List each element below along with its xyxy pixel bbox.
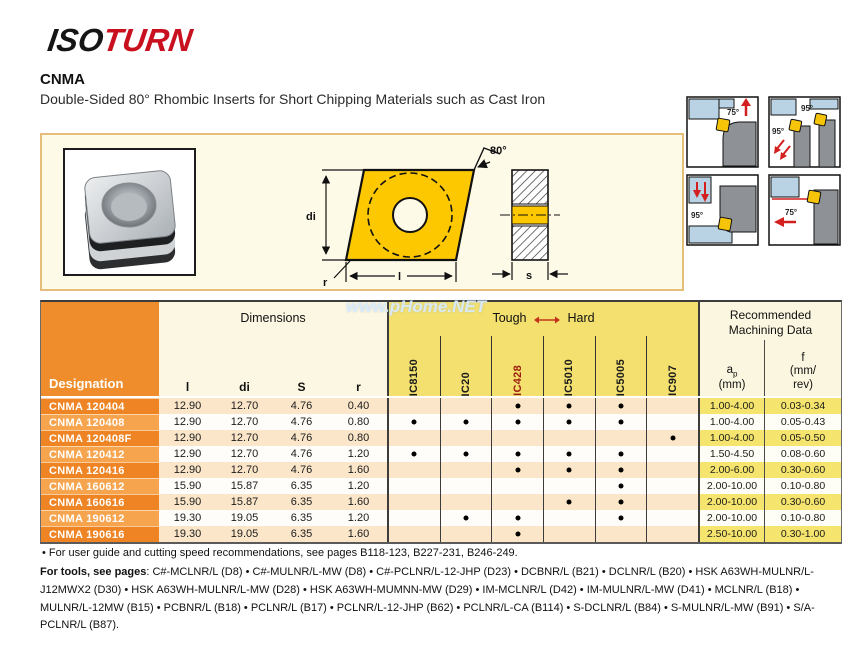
grade-cell xyxy=(646,494,698,510)
table-row xyxy=(41,478,841,494)
svg-text:95°: 95° xyxy=(691,211,704,220)
dimension-value: 15.90 xyxy=(159,494,216,510)
machining-header: Recommended Machining Data xyxy=(728,308,813,337)
table-row xyxy=(41,526,841,542)
grade-cell xyxy=(543,430,595,446)
row-designation: CNMA 190612 xyxy=(41,510,159,526)
availability-dot-icon xyxy=(515,468,520,473)
grade-cell xyxy=(595,478,647,494)
isoturn-logo xyxy=(46,24,194,56)
dimension-value: 12.90 xyxy=(159,414,216,430)
row-designation: CNMA 120408 xyxy=(41,414,159,430)
dimension-value: 4.76 xyxy=(273,446,330,462)
turning-application-95-down-icon xyxy=(686,174,759,246)
svg-text:80°: 80° xyxy=(490,145,507,157)
dim-col-l: l xyxy=(185,380,190,394)
grade-cell xyxy=(389,398,440,414)
ap-value: 1.00-4.00 xyxy=(700,398,764,414)
grade-cell xyxy=(491,398,543,414)
grade-cell xyxy=(389,462,440,478)
ap-column-header: $a_p$ (mm) xyxy=(718,364,746,392)
availability-dot-icon xyxy=(567,420,572,425)
availability-dot-icon xyxy=(670,436,675,441)
designation-header: Designation xyxy=(41,302,159,396)
turning-application-75-up-icon xyxy=(686,96,759,168)
grade-availability-cells xyxy=(387,478,698,494)
grade-cell xyxy=(543,446,595,462)
user-guide-footnote: • For user guide and cutting speed recommendations, see pages B118-123, B227-231, B246-249. xyxy=(42,547,518,559)
availability-dot-icon xyxy=(412,452,417,457)
grade-availability-cells xyxy=(387,494,698,510)
insert-spec-table xyxy=(40,300,842,544)
grade-availability-cells xyxy=(387,462,698,478)
grade-cell xyxy=(595,414,647,430)
grade-cell xyxy=(389,430,440,446)
grade-cell xyxy=(389,414,440,430)
grade-availability-cells xyxy=(387,398,698,414)
dimensions-header: Dimensions xyxy=(240,311,306,325)
grade-cell xyxy=(543,398,595,414)
ap-value: 1.00-4.00 xyxy=(700,430,764,446)
dimension-value: 12.70 xyxy=(216,398,273,414)
machining-data-cells xyxy=(698,430,841,446)
availability-dot-icon xyxy=(567,404,572,409)
dim-col-s: S xyxy=(297,380,306,394)
table-row xyxy=(41,462,841,478)
row-designation: CNMA 190616 xyxy=(41,526,159,542)
machining-data-cells xyxy=(698,414,841,430)
f-value: 0.10-0.80 xyxy=(764,510,841,526)
insert-photo xyxy=(63,148,196,276)
dimension-value: 1.20 xyxy=(330,478,387,494)
svg-text:95°: 95° xyxy=(772,127,785,136)
hard-label: Hard xyxy=(567,311,595,325)
dimension-value: 19.30 xyxy=(159,526,216,542)
row-designation: CNMA 120412 xyxy=(41,446,159,462)
machining-header-group xyxy=(698,302,841,396)
svg-text:75°: 75° xyxy=(785,208,798,217)
dim-col-r: r xyxy=(356,380,361,394)
machining-data-cells xyxy=(698,462,841,478)
grade-cell xyxy=(440,446,492,462)
grade-cell xyxy=(595,526,647,542)
grade-cell xyxy=(389,526,440,542)
grade-availability-cells xyxy=(387,510,698,526)
grade-cell xyxy=(491,462,543,478)
machining-data-cells xyxy=(698,446,841,462)
svg-text:75°: 75° xyxy=(727,108,740,117)
grade-cell xyxy=(646,398,698,414)
f-value: 0.05-0.50 xyxy=(764,430,841,446)
ap-value: 2.00-10.00 xyxy=(700,494,764,510)
dimension-value: 0.40 xyxy=(330,398,387,414)
grade-availability-cells xyxy=(387,526,698,542)
dimension-value: 6.35 xyxy=(273,478,330,494)
grade-cell xyxy=(543,478,595,494)
dimension-value: 15.87 xyxy=(216,478,273,494)
tools-footnote xyxy=(40,564,818,635)
dimension-value: 4.76 xyxy=(273,462,330,478)
availability-dot-icon xyxy=(515,420,520,425)
dimension-value: 19.05 xyxy=(216,510,273,526)
grade-col-ic5005: IC5005 xyxy=(595,336,647,396)
dimension-value: 4.76 xyxy=(273,398,330,414)
page-subtitle: Double-Sided 80° Rhombic Inserts for Short Chipping Materials such as Cast Iron xyxy=(40,91,546,107)
machining-data-cells xyxy=(698,526,841,542)
table-row xyxy=(41,446,841,462)
dimension-value: 12.70 xyxy=(216,430,273,446)
grade-cell xyxy=(491,430,543,446)
grade-cell xyxy=(595,510,647,526)
row-designation: CNMA 120404 xyxy=(41,398,159,414)
svg-text:l: l xyxy=(398,271,402,283)
grade-cell xyxy=(389,446,440,462)
grade-cell xyxy=(595,430,647,446)
tough-label: Tough xyxy=(492,311,527,325)
turning-application-95-pair-icon xyxy=(768,96,841,168)
f-value: 0.10-0.80 xyxy=(764,478,841,494)
table-row xyxy=(41,494,841,510)
dim-col-di: di xyxy=(239,380,250,394)
insert-diagram-panel xyxy=(40,133,684,291)
f-value: 0.03-0.34 xyxy=(764,398,841,414)
grade-cell xyxy=(440,430,492,446)
dimension-value: 12.70 xyxy=(216,414,273,430)
grade-col-ic5010: IC5010 xyxy=(543,336,595,396)
grade-cell xyxy=(440,478,492,494)
dimension-value: 12.70 xyxy=(216,446,273,462)
availability-dot-icon xyxy=(619,500,624,505)
svg-text:s: s xyxy=(526,270,533,282)
dimension-value: 12.90 xyxy=(159,398,216,414)
availability-dot-icon xyxy=(412,420,417,425)
grade-availability-cells xyxy=(387,446,698,462)
watermark: www.pHome.NET xyxy=(346,297,487,316)
grade-cell xyxy=(389,494,440,510)
page-title: CNMA xyxy=(40,71,85,88)
grade-cell xyxy=(491,510,543,526)
dimension-value: 12.70 xyxy=(216,462,273,478)
svg-text:r: r xyxy=(323,277,328,288)
grade-cell xyxy=(440,526,492,542)
insert-dimension-drawing xyxy=(294,140,594,288)
grade-cell xyxy=(646,430,698,446)
grade-cell xyxy=(595,446,647,462)
dimension-value: 6.35 xyxy=(273,526,330,542)
grade-cell xyxy=(491,446,543,462)
availability-dot-icon xyxy=(515,532,520,537)
grade-availability-cells xyxy=(387,414,698,430)
availability-dot-icon xyxy=(464,420,469,425)
f-value: 0.08-0.60 xyxy=(764,446,841,462)
row-designation: CNMA 160616 xyxy=(41,494,159,510)
grade-col-ic20: IC20 xyxy=(440,336,492,396)
ap-value: 2.00-10.00 xyxy=(700,510,764,526)
availability-dot-icon xyxy=(464,516,469,521)
grade-cell xyxy=(491,478,543,494)
grade-cell xyxy=(646,446,698,462)
availability-dot-icon xyxy=(515,452,520,457)
machining-data-cells xyxy=(698,398,841,414)
f-value: 0.30-0.60 xyxy=(764,462,841,478)
insert-photo-image xyxy=(65,150,194,274)
dimension-value: 0.80 xyxy=(330,430,387,446)
grade-cell xyxy=(595,462,647,478)
grade-cell xyxy=(646,478,698,494)
grade-cell xyxy=(646,526,698,542)
dimension-value: 0.80 xyxy=(330,414,387,430)
logo-iso-text: ISO xyxy=(45,22,106,58)
tools-footnote-text: : C#-MCLNR/L (D8) • C#-MULNR/L-MW (D8) • C#-PCLNR/L-12-JHP (D23) • DCBNR/L (B21) • DCLNR/L (B20) • HSK A63WH-MULNR/L-J12MWX2 (D30) • HSK A63WH-MULNR/L-MW (D28) • HSK A63WH-MUMNN-MW (D29) • IM-MCLNR/L (D42) • IM-MULNR/L-MW (D41) • MCLNR/L (B18) • MULNR/L-12MW (B15) • PCBNR/L (B18) • PCLNR/L (B17) • PCLNR/L-12-JHP (B62) • PCLNR/L-CA (B114) • S-DCLNR/L (B84) • S-MULNR/L-MW (B91) • S/A-PCLNR/L (B87). xyxy=(40,566,815,632)
availability-dot-icon xyxy=(619,516,624,521)
dimension-value: 19.05 xyxy=(216,526,273,542)
grade-cell xyxy=(440,510,492,526)
table-row xyxy=(41,510,841,526)
row-designation: CNMA 120408F xyxy=(41,430,159,446)
row-designation: CNMA 120416 xyxy=(41,462,159,478)
dimension-value: 6.35 xyxy=(273,494,330,510)
grade-cell xyxy=(491,494,543,510)
availability-dot-icon xyxy=(567,468,572,473)
grade-col-ic8150: IC8150 xyxy=(408,358,421,396)
svg-text:di: di xyxy=(306,211,316,223)
grade-cell xyxy=(491,526,543,542)
machining-data-cells xyxy=(698,494,841,510)
dimension-value: 15.87 xyxy=(216,494,273,510)
grade-cell xyxy=(389,478,440,494)
tough-hard-arrow-icon xyxy=(534,316,560,324)
machining-data-cells xyxy=(698,478,841,494)
dimension-value: 12.90 xyxy=(159,430,216,446)
machining-data-cells xyxy=(698,510,841,526)
dimension-value: 1.60 xyxy=(330,494,387,510)
f-value: 0.30-1.00 xyxy=(764,526,841,542)
availability-dot-icon xyxy=(515,516,520,521)
availability-dot-icon xyxy=(464,452,469,457)
availability-dot-icon xyxy=(515,404,520,409)
dimension-value: 4.76 xyxy=(273,430,330,446)
dimension-value: 1.60 xyxy=(330,526,387,542)
availability-dot-icon xyxy=(619,484,624,489)
availability-dot-icon xyxy=(567,452,572,457)
availability-dot-icon xyxy=(619,452,624,457)
table-row xyxy=(41,398,841,414)
grade-cell xyxy=(440,494,492,510)
grade-cell xyxy=(595,494,647,510)
f-value: 0.05-0.43 xyxy=(764,414,841,430)
table-row xyxy=(41,430,841,446)
grade-cell xyxy=(389,510,440,526)
dimension-value: 6.35 xyxy=(273,510,330,526)
tools-footnote-label: For tools, see pages xyxy=(40,566,147,578)
table-body xyxy=(41,398,841,542)
svg-text:95°: 95° xyxy=(801,104,814,113)
dimension-value: 1.20 xyxy=(330,446,387,462)
f-column-header: f (mm/ rev) xyxy=(764,340,841,396)
grade-cell xyxy=(440,462,492,478)
grade-cell xyxy=(440,414,492,430)
availability-dot-icon xyxy=(567,500,572,505)
grade-cell xyxy=(646,462,698,478)
logo-turn-text: TURN xyxy=(100,22,195,58)
ap-value: 1.50-4.50 xyxy=(700,446,764,462)
ap-value: 2.00-10.00 xyxy=(700,478,764,494)
grade-cell xyxy=(543,526,595,542)
ap-value: 1.00-4.00 xyxy=(700,414,764,430)
row-designation: CNMA 160612 xyxy=(41,478,159,494)
grade-cell xyxy=(595,398,647,414)
grade-cell xyxy=(543,494,595,510)
dimension-value: 19.30 xyxy=(159,510,216,526)
application-icons-grid xyxy=(686,96,842,246)
grade-cell xyxy=(491,414,543,430)
dimension-value: 12.90 xyxy=(159,462,216,478)
grade-cell xyxy=(543,462,595,478)
grade-col-ic907: IC907 xyxy=(646,336,698,396)
f-value: 0.30-0.60 xyxy=(764,494,841,510)
grade-cell xyxy=(543,510,595,526)
grade-cell xyxy=(440,398,492,414)
availability-dot-icon xyxy=(619,404,624,409)
availability-dot-icon xyxy=(619,420,624,425)
dimension-value: 1.20 xyxy=(330,510,387,526)
turning-application-75-left-icon xyxy=(768,174,841,246)
grade-availability-cells xyxy=(387,430,698,446)
dimension-value: 15.90 xyxy=(159,478,216,494)
dimension-value: 1.60 xyxy=(330,462,387,478)
table-row xyxy=(41,414,841,430)
availability-dot-icon xyxy=(619,468,624,473)
ap-value: 2.50-10.00 xyxy=(700,526,764,542)
dimension-value: 12.90 xyxy=(159,446,216,462)
grade-cell xyxy=(646,510,698,526)
ap-value: 2.00-6.00 xyxy=(700,462,764,478)
grade-cell xyxy=(646,414,698,430)
grade-cell xyxy=(543,414,595,430)
grade-col-ic428: IC428 xyxy=(491,336,543,396)
dimension-value: 4.76 xyxy=(273,414,330,430)
